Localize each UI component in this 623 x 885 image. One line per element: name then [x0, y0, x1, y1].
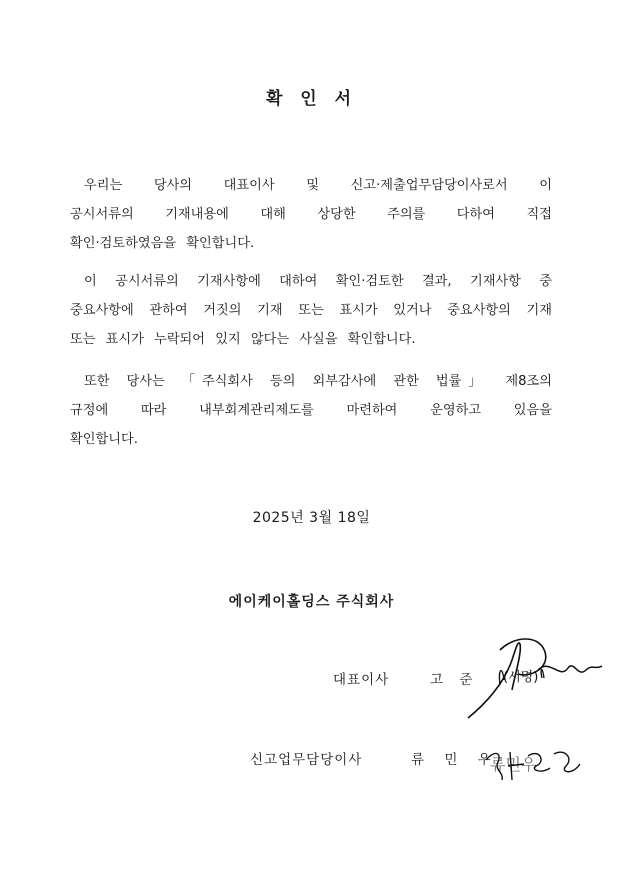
- paragraph-line: 확인합니다.: [70, 432, 138, 447]
- signatory-name-ceo: 고 준: [430, 672, 479, 688]
- signatory-name-disclosure-officer: 류 민 우: [411, 752, 499, 768]
- company-name: 에이케이홀딩스 주식회사: [228, 594, 395, 610]
- disclosure-officer-signature: [480, 740, 590, 785]
- disclosure-officer-signature-text: 류민우: [490, 755, 537, 774]
- paragraph-line: 또는 표시가 누락되어 있지 않다는 사실을 확인합니다.: [70, 332, 416, 347]
- ceo-signature: [460, 630, 610, 725]
- document-title: 확 인 서: [265, 89, 358, 109]
- paragraph-line: 확인·검토하였음을 확인합니다.: [70, 236, 255, 251]
- signatory-role-ceo: 대표이사: [333, 672, 390, 688]
- paragraph-internal-control: [70, 367, 552, 454]
- paragraph-line: 규정에 따라 내부회계관리제도를 마련하여 운영하고 있음을: [70, 403, 552, 418]
- paragraph-line: 공시서류의 기재내용에 대해 상당한 주의를 다하여 직접: [70, 207, 552, 222]
- paragraph-line: 중요사항에 관하여 거짓의 기재 또는 표시가 있거나 중요사항의 기재: [70, 303, 552, 318]
- paragraph-review: [70, 267, 552, 354]
- paragraph-line: 우리는 당사의 대표이사 및 신고·제출업무담당이사로서 이: [84, 178, 552, 193]
- ceo-signature-text: (서명): [503, 670, 539, 685]
- signatory-role-disclosure-officer: 신고업무담당이사: [250, 752, 363, 768]
- paragraph-line: 또한 당사는 「주식회사 등의 외부감사에 관한 법률」 제8조의: [84, 374, 552, 389]
- paragraph-line: 이 공시서류의 기재사항에 대하여 확인·검토한 결과, 기재사항 중: [84, 274, 552, 289]
- paragraph-confirmation: [70, 171, 552, 258]
- document-date: 2025년 3월 18일: [252, 510, 371, 526]
